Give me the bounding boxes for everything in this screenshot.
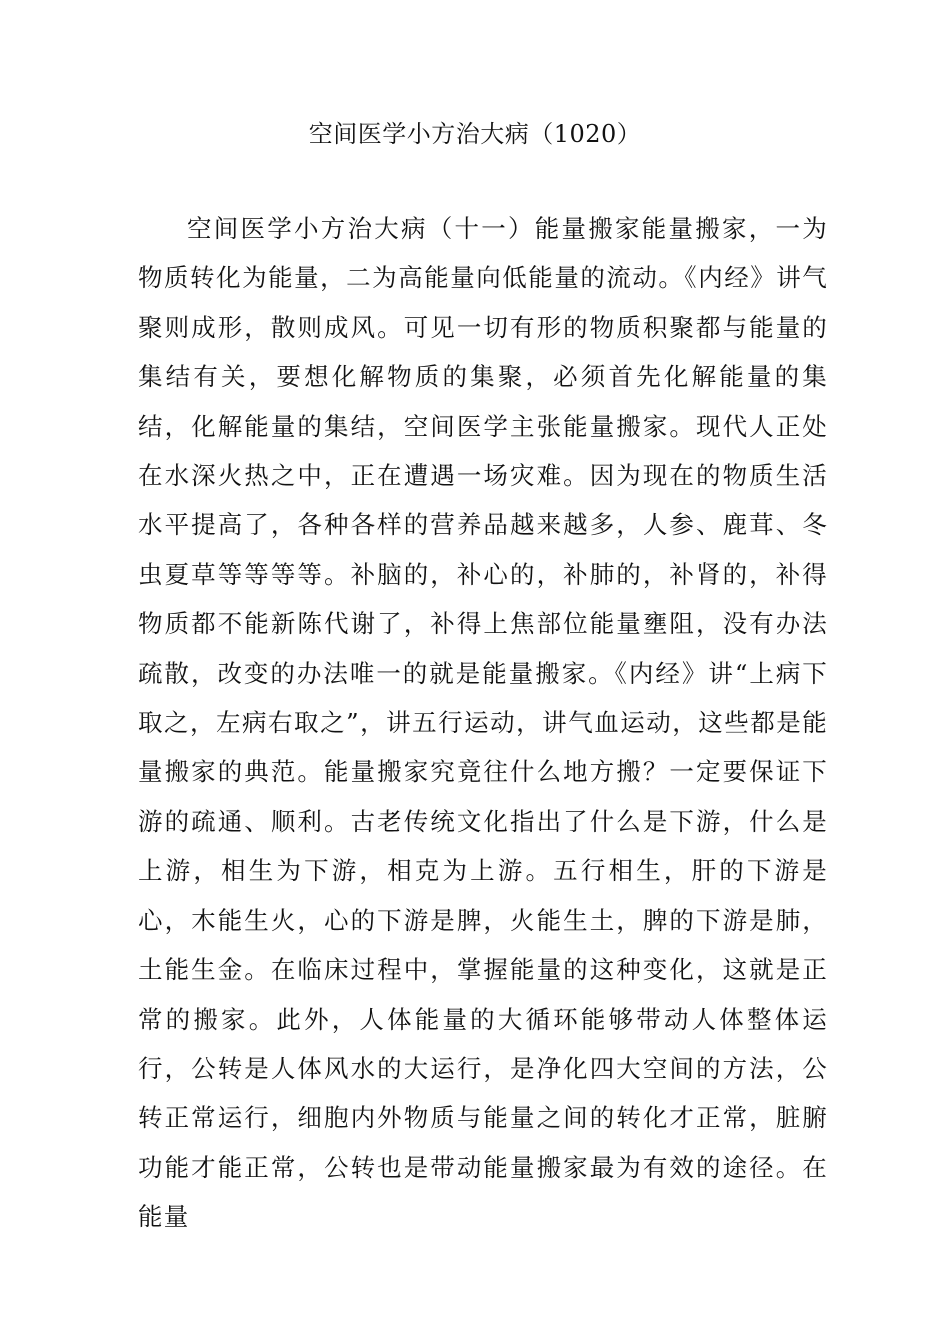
- body-paragraph: 空间医学小方治大病（十一）能量搬家能量搬家，一为物质转化为能量，二为高能量向低能量的流动。《内经》讲气聚则成形，散则成风。可见一切有形的物质积聚都与能量的集结有关，要想化解物质的集聚，必须首先化解能量的集结，化解能量的集结，空间医学主张能量搬家。现代人正处在水深火热之中，正在遭遇一场灾难。因为现在的物质生活水平提高了，各种各样的营养品越来越多，人参、鹿茸、冬虫夏草等等等等。补脑的，补心的，补肺的，补肾的，补得物质都不能新陈代谢了，补得上焦部位能量壅阻，没有办法疏散，改变的办法唯一的就是能量搬家。《内经》讲“上病下取之，左病右取之”，讲五行运动，讲气血运动，这些都是能量搬家的典范。能量搬家究竟往什么地方搬？一定要保证下游的疏通、顺利。古老传统文化指出了什么是下游，什么是上游，相生为下游，相克为上游。五行相生，肝的下游是心，木能生火，心的下游是脾，火能生土，脾的下游是肺，土能生金。在临床过程中，掌握能量的这种变化，这就是正常的搬家。此外，人体能量的大循环能够带动人体整体运行，公转是人体风水的大运行，是净化四大空间的方法，公转正常运行，细胞内外物质与能量之间的转化才正常，脏腑功能才能正常，公转也是带动能量搬家最为有效的途径。在能量: [138, 214, 828, 1232]
- document-title: 空间医学小方治大病（1020）: [308, 120, 642, 148]
